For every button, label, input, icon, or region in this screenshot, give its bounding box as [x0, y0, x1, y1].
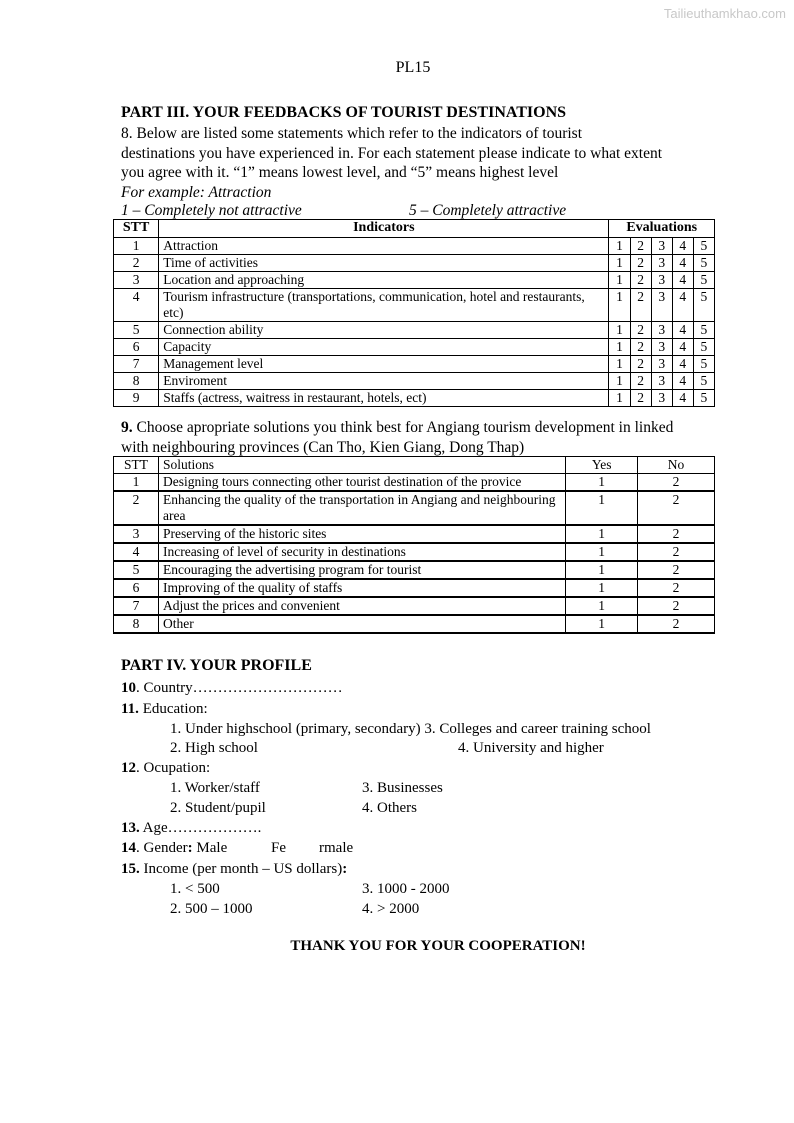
row-stt: 2 — [114, 255, 159, 272]
yes-option[interactable]: 1 — [566, 561, 638, 579]
rating-option-2[interactable]: 2 — [630, 373, 651, 390]
rating-option-5[interactable]: 5 — [693, 339, 714, 356]
no-option[interactable]: 2 — [638, 597, 715, 615]
q9-line-1 — [121, 418, 673, 438]
solutions-table — [113, 456, 715, 634]
q15-number: 15. — [121, 861, 140, 877]
rating-option-4[interactable]: 4 — [672, 322, 693, 339]
row-indicator: Capacity — [159, 339, 609, 356]
rating-option-3[interactable]: 3 — [651, 238, 672, 255]
watermark: Tailieuthamkhao.com — [663, 6, 786, 21]
table-row — [114, 543, 715, 561]
q15-colon: : — [342, 861, 348, 877]
rating-option-1[interactable]: 1 — [609, 373, 630, 390]
no-option[interactable]: 2 — [638, 525, 715, 543]
row-stt: 4 — [114, 543, 159, 561]
q13 — [121, 818, 261, 838]
rating-option-3[interactable]: 3 — [651, 289, 672, 322]
q8-line-3: you agree with it. “1” means lowest level, and “5” means highest level — [121, 164, 559, 181]
row-solution: Preserving of the historic sites — [158, 525, 565, 543]
yes-option[interactable]: 1 — [566, 474, 638, 492]
rating-option-4[interactable]: 4 — [672, 272, 693, 289]
rating-option-4[interactable]: 4 — [672, 238, 693, 255]
q12-option-2: 2. Student/pupil — [170, 800, 266, 816]
q14 — [121, 838, 227, 858]
row-indicator: Time of activities — [159, 255, 609, 272]
q10-number: 10 — [121, 680, 136, 696]
rating-option-1[interactable]: 1 — [609, 289, 630, 322]
table-row — [114, 255, 715, 272]
q12-option-1: 1. Worker/staff — [170, 780, 260, 796]
col-no: No — [638, 457, 715, 474]
q9-line-2: with neighbouring provinces (Can Tho, Kien Giang, Dong Thap) — [121, 438, 525, 456]
rating-option-5[interactable]: 5 — [693, 390, 714, 407]
no-option[interactable]: 2 — [638, 491, 715, 525]
row-stt: 9 — [114, 390, 159, 407]
col-solutions: Solutions — [158, 457, 565, 474]
row-indicator: Connection ability — [159, 322, 609, 339]
yes-option[interactable]: 1 — [566, 543, 638, 561]
row-stt: 1 — [114, 474, 159, 492]
row-stt: 7 — [114, 597, 159, 615]
table-row — [114, 561, 715, 579]
rating-option-5[interactable]: 5 — [693, 322, 714, 339]
q14-male: Male — [192, 840, 228, 856]
yes-option[interactable]: 1 — [566, 579, 638, 597]
q12-option-4: 4. Others — [362, 800, 417, 816]
page-label: PL15 — [395, 59, 431, 76]
rating-option-1[interactable]: 1 — [609, 339, 630, 356]
q15-text: Income (per month – US dollars) — [139, 861, 343, 877]
q12 — [121, 758, 210, 778]
row-indicator: Attraction — [159, 238, 609, 255]
q12-text: . Ocupation: — [136, 760, 211, 776]
col-indicators: Indicators — [159, 220, 609, 238]
row-stt: 5 — [114, 322, 159, 339]
q15-option-3: 3. 1000 - 2000 — [362, 881, 450, 897]
q11-number: 11. — [121, 701, 139, 717]
row-solution: Encouraging the advertising program for tourist — [158, 561, 565, 579]
row-stt: 6 — [114, 579, 159, 597]
rating-option-3[interactable]: 3 — [651, 322, 672, 339]
table-row — [114, 238, 715, 255]
rating-option-5[interactable]: 5 — [693, 289, 714, 322]
col-evaluations: Evaluations — [609, 220, 715, 238]
rating-option-3[interactable]: 3 — [651, 390, 672, 407]
rating-option-2[interactable]: 2 — [630, 356, 651, 373]
q14-female-suffix: rmale — [319, 840, 354, 856]
no-option[interactable]: 2 — [638, 543, 715, 561]
rating-option-1[interactable]: 1 — [609, 238, 630, 255]
row-indicator: Enviroment — [159, 373, 609, 390]
row-stt: 7 — [114, 356, 159, 373]
rating-option-1[interactable]: 1 — [609, 255, 630, 272]
q14-number: 14 — [121, 840, 136, 856]
yes-option[interactable]: 1 — [566, 525, 638, 543]
rating-option-5[interactable]: 5 — [693, 356, 714, 373]
rating-option-5[interactable]: 5 — [693, 255, 714, 272]
table-row — [114, 491, 715, 525]
q11-text: Education: — [138, 701, 208, 717]
col-stt: STT — [114, 457, 159, 474]
q9-text: Choose apropriate solutions you think best for Angiang tourism development in linked — [132, 419, 674, 436]
rating-option-2[interactable]: 2 — [630, 289, 651, 322]
no-option[interactable]: 2 — [638, 561, 715, 579]
rating-option-1[interactable]: 1 — [609, 356, 630, 373]
q15-option-4: 4. > 2000 — [362, 901, 420, 917]
rating-option-3[interactable]: 3 — [651, 272, 672, 289]
row-stt: 1 — [114, 238, 159, 255]
q15 — [121, 859, 347, 879]
q8-intro — [121, 124, 662, 202]
table-row — [114, 272, 715, 289]
row-indicator: Tourism infrastructure (transportations, communication, hotel and restaurants, etc) — [159, 289, 609, 322]
table-row — [114, 356, 715, 373]
row-stt: 3 — [114, 525, 159, 543]
row-indicator: Staffs (actress, waitress in restaurant, hotels, ect) — [159, 390, 609, 407]
yes-option[interactable]: 1 — [566, 597, 638, 615]
rating-option-1[interactable]: 1 — [609, 272, 630, 289]
row-solution: Enhancing the quality of the transportation in Angiang and neighbouring area — [158, 491, 565, 525]
no-option[interactable]: 2 — [638, 615, 715, 633]
rating-option-5[interactable]: 5 — [693, 373, 714, 390]
col-stt: STT — [114, 220, 159, 238]
q10 — [121, 678, 343, 698]
row-stt: 4 — [114, 289, 159, 322]
rating-option-3[interactable]: 3 — [651, 255, 672, 272]
row-solution: Improving of the quality of staffs — [158, 579, 565, 597]
row-solution: Increasing of level of security in destinations — [158, 543, 565, 561]
indicators-table — [113, 219, 715, 407]
example-label: For example: Attraction — [121, 183, 272, 201]
q15-option-2: 2. 500 – 1000 — [170, 901, 253, 917]
q11-option-2: 2. High school — [170, 740, 258, 756]
rating-option-5[interactable]: 5 — [693, 238, 714, 255]
table-row — [114, 615, 715, 633]
scale-low: 1 – Completely not attractive — [121, 202, 302, 219]
q11-option-1: 1. Under highschool (primary, secondary) 3. Colleges and career training school — [170, 721, 651, 737]
no-option[interactable]: 2 — [638, 474, 715, 492]
table-row — [114, 474, 715, 492]
rating-option-4[interactable]: 4 — [672, 255, 693, 272]
col-yes: Yes — [566, 457, 638, 474]
q11-option-4: 4. University and higher — [458, 740, 604, 756]
rating-option-4[interactable]: 4 — [672, 356, 693, 373]
yes-option[interactable]: 1 — [566, 615, 638, 633]
row-solution: Other — [158, 615, 565, 633]
rating-option-3[interactable]: 3 — [651, 373, 672, 390]
rating-option-4[interactable]: 4 — [672, 289, 693, 322]
row-indicator: Management level — [159, 356, 609, 373]
table-row — [114, 597, 715, 615]
q8-line-1: 8. Below are listed some statements which refer to the indicators of tourist — [121, 125, 583, 142]
q14-colon: : — [187, 840, 193, 856]
rating-option-2[interactable]: 2 — [630, 238, 651, 255]
q15-option-1: 1. < 500 — [170, 881, 220, 897]
q10-text: . Country………………………… — [136, 680, 343, 696]
row-solution: Designing tours connecting other tourist destination of the provice — [158, 474, 565, 492]
row-stt: 5 — [114, 561, 159, 579]
table-row — [114, 373, 715, 390]
q11 — [121, 699, 208, 719]
rating-option-5[interactable]: 5 — [693, 272, 714, 289]
part3-heading: PART III. YOUR FEEDBACKS OF TOURIST DESTINATIONS — [121, 104, 567, 121]
row-indicator: Location and approaching — [159, 272, 609, 289]
rating-option-2[interactable]: 2 — [630, 390, 651, 407]
table-row — [114, 525, 715, 543]
q9-question — [121, 418, 673, 457]
rating-option-3[interactable]: 3 — [651, 339, 672, 356]
rating-option-4[interactable]: 4 — [672, 339, 693, 356]
rating-option-2[interactable]: 2 — [630, 339, 651, 356]
table-row — [114, 339, 715, 356]
no-option[interactable]: 2 — [638, 579, 715, 597]
row-stt: 8 — [114, 373, 159, 390]
table-row — [114, 579, 715, 597]
row-stt: 3 — [114, 272, 159, 289]
q14-female-prefix: Fe — [271, 840, 286, 856]
rating-option-2[interactable]: 2 — [630, 272, 651, 289]
q8-line-2: destinations you have experienced in. For each statement please indicate to what extent — [121, 144, 663, 162]
rating-option-3[interactable]: 3 — [651, 356, 672, 373]
rating-option-4[interactable]: 4 — [672, 390, 693, 407]
q12-number: 12 — [121, 760, 136, 776]
table-row — [114, 322, 715, 339]
q14-text: . Gender — [136, 840, 188, 856]
table-row — [114, 289, 715, 322]
part4-heading: PART IV. YOUR PROFILE — [121, 657, 312, 674]
q9-number: 9. — [121, 419, 133, 436]
rating-option-2[interactable]: 2 — [630, 255, 651, 272]
row-solution: Adjust the prices and convenient — [158, 597, 565, 615]
row-stt: 2 — [114, 491, 159, 525]
row-stt: 6 — [114, 339, 159, 356]
q13-number: 13. — [121, 820, 140, 836]
q12-option-3: 3. Businesses — [362, 780, 443, 796]
q13-text: Age………………. — [139, 820, 262, 836]
table-row — [114, 390, 715, 407]
rating-option-4[interactable]: 4 — [672, 373, 693, 390]
yes-option[interactable]: 1 — [566, 491, 638, 525]
rating-option-1[interactable]: 1 — [609, 322, 630, 339]
row-stt: 8 — [114, 615, 159, 633]
rating-option-1[interactable]: 1 — [609, 390, 630, 407]
scale-high: 5 – Completely attractive — [409, 202, 567, 219]
rating-option-2[interactable]: 2 — [630, 322, 651, 339]
closing-thanks: THANK YOU FOR YOUR COOPERATION! — [290, 938, 586, 954]
